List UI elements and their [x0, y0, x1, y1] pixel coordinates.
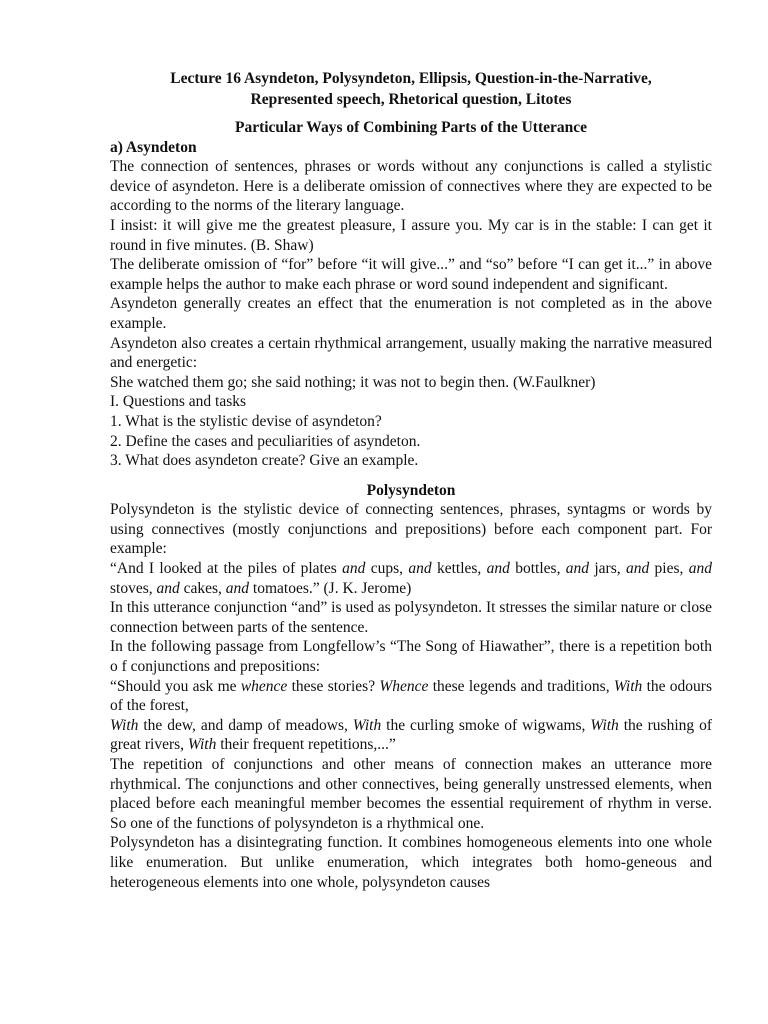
emphasis-and: and	[408, 560, 432, 578]
asyndeton-definition: The connection of sentences, phrases or words without any conjunctions is called a stylistic device of asyndeton. Here is a deliberate omission of connectives where they are expected to be according to the norms of the literary language.	[110, 158, 712, 215]
emphasis-and: and	[565, 560, 590, 578]
emphasis-with: With	[613, 677, 643, 695]
quote-text: kettles,	[431, 560, 487, 578]
emphasis-and: and	[688, 560, 712, 578]
asyndeton-effect: Asyndeton generally creates an effect that the enumeration is not completed as in the above example.	[110, 295, 712, 332]
emphasis-and: and	[625, 560, 650, 578]
quote-text: “And I looked at the piles of plates	[110, 560, 343, 578]
tasks-heading: I. Questions and tasks	[110, 393, 247, 411]
quote-text: “Should you ask me	[110, 677, 241, 695]
quote-text: stoves,	[110, 579, 157, 597]
emphasis-and: and	[342, 560, 366, 578]
lecture-title-line-2: Represented speech, Rhetorical question, Litotes	[250, 91, 572, 108]
quote-text: these stories?	[287, 677, 380, 695]
emphasis-with: With	[590, 716, 619, 734]
quote-text: these legends and traditions,	[428, 677, 614, 695]
task-item-2: 2. Define the cases and peculiarities of asyndeton.	[110, 432, 421, 450]
emphasis-with: With	[110, 716, 139, 734]
emphasis-and: and	[156, 579, 180, 597]
quote-text: bottles,	[509, 560, 566, 578]
lecture-title	[110, 68, 712, 118]
emphasis-whence: Whence	[379, 677, 429, 695]
polysyndeton-explanation: In this utterance conjunction “and” is used as polysyndeton. It stresses the similar nature or close connection between parts of the sentence.	[110, 599, 712, 636]
quote-text: their frequent repetitions,...”	[216, 736, 396, 754]
quote-text: pies,	[649, 560, 689, 578]
asyndeton-example-shaw: I insist: it will give me the greatest pleasure, I assure you. My car is in the stable: I can get it round in five minutes. (B. Shaw)	[110, 216, 712, 254]
quote-text: jars,	[589, 560, 626, 578]
polysyndeton-rhythm: The repetition of conjunctions and other means of connection makes an utterance more rhythmical. The conjunctions and other connectives, being generally unstressed elements, when placed before each meaningful member becomes the essential requirement of rhythm in verse. So one of the functions of polysyndeton is a rhythmical one.	[110, 756, 712, 832]
polysyndeton-longfellow-intro: In the following passage from Longfellow’s “The Song of Hiawather”, there is a repetition both o f conjunctions and prepositions:	[110, 638, 712, 676]
section-heading: Particular Ways of Combining Parts of the Utterance	[234, 119, 587, 136]
quote-text: the dew, and damp of meadows,	[138, 716, 353, 734]
quote-text: the curling smoke of wigwams,	[381, 716, 591, 734]
emphasis-and: and	[486, 560, 510, 578]
asyndeton-explanation: The deliberate omission of “for” before “it will give...” and “so” before “I can get it...” in above example helps the author to make each phrase or word sound independent and significant.	[110, 256, 712, 293]
emphasis-whence: whence	[240, 677, 288, 695]
polysyndeton-example-longfellow	[110, 677, 712, 716]
asyndeton-example-faulkner: She watched them go; she said nothing; it was not to begin then. (W.Faulkner)	[110, 373, 596, 391]
section-spacer	[110, 471, 712, 481]
asyndeton-rhythm: Asyndeton also creates a certain rhythmical arrangement, usually making the narrative measured and energetic:	[110, 334, 712, 372]
polysyndeton-heading: Polysyndeton	[366, 481, 456, 499]
polysyndeton-definition: Polysyndeton is the stylistic device of connecting sentences, phrases, syntagms or words by using connectives (mostly conjunctions and prepositions) before each component part. For example:	[110, 501, 712, 558]
quote-text: the rushing of great rivers,	[110, 716, 712, 754]
task-item-3: 3. What does asyndeton create? Give an example.	[110, 452, 419, 470]
polysyndeton-example-longfellow-cont	[110, 716, 712, 755]
quote-text: cups,	[365, 560, 409, 578]
quote-text: cakes,	[179, 579, 226, 597]
emphasis-with: With	[352, 716, 382, 734]
lecture-title-line-1: Lecture 16 Asyndeton, Polysyndeton, Ellipsis, Question-in-the-Narrative,	[170, 70, 652, 87]
quote-text: the odours of the forest,	[110, 677, 713, 715]
polysyndeton-disintegrating: Polysyndeton has a disintegrating function. It combines homogeneous elements into one whole like enumeration. But unlike enumeration, which integrates both homo-geneous and heterogeneous elements into one whole, polysyndeton causes	[110, 834, 712, 891]
task-item-1: 1. What is the stylistic devise of asyndeton?	[110, 412, 382, 430]
emphasis-with: With	[187, 736, 217, 754]
asyndeton-heading: a) Asyndeton	[110, 138, 197, 156]
document-body	[110, 68, 712, 892]
emphasis-and: and	[225, 579, 250, 597]
polysyndeton-example-jerome	[110, 559, 712, 598]
quote-text: tomatoes.” (J. K. Jerome)	[249, 579, 412, 597]
